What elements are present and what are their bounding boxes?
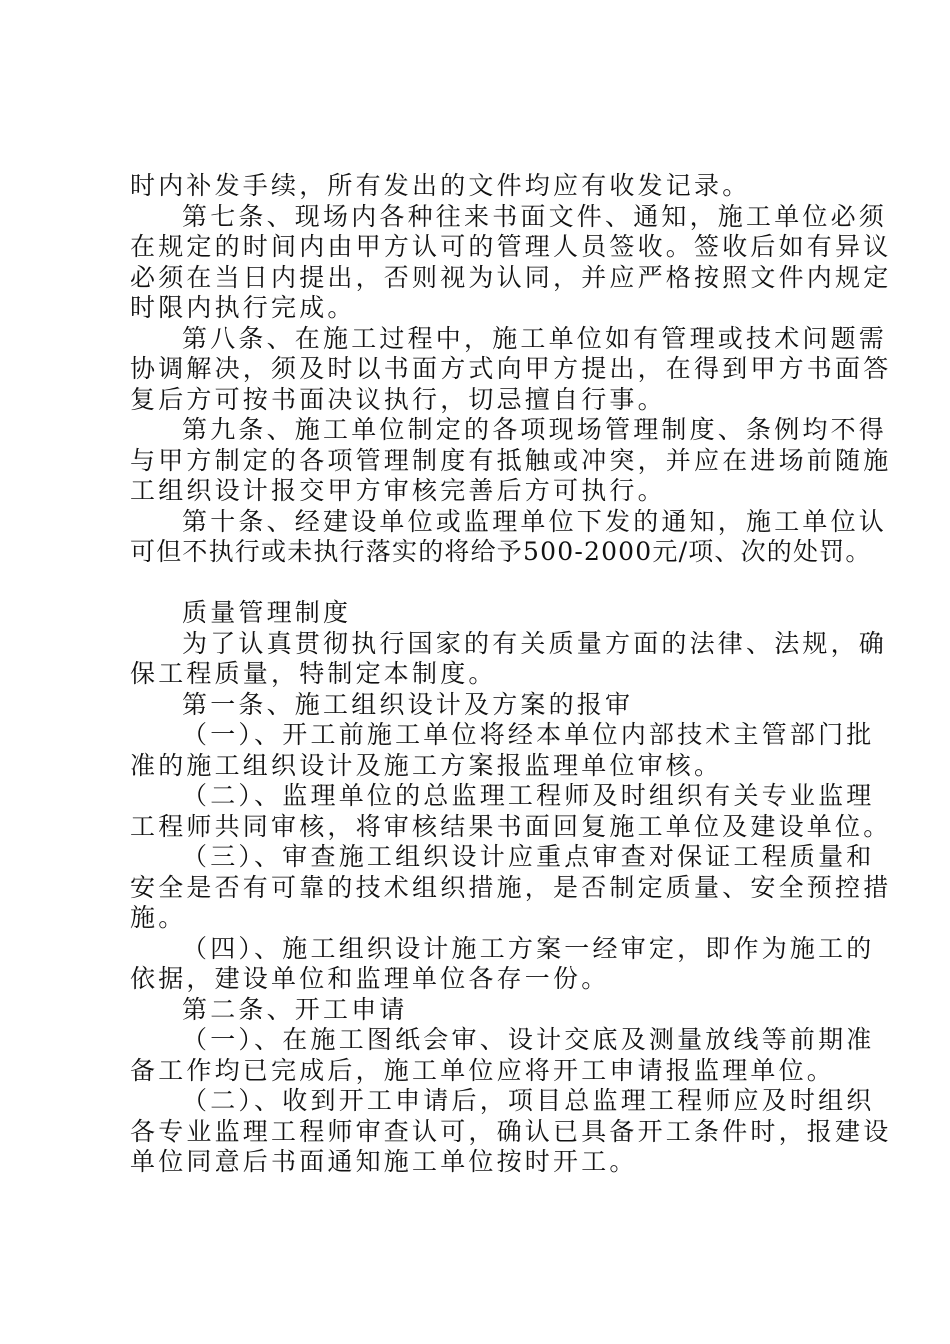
text-line: （一）、开工前施工单位将经本单位内部技术主管部门批 bbox=[182, 720, 875, 749]
text-line: （四）、施工组织设计施工方案一经审定，即作为施工的 bbox=[182, 933, 875, 963]
text-line: 单位同意后书面通知施工单位按时开工。 bbox=[130, 1147, 638, 1176]
text-line: 与甲方制定的各项管理制度有抵触或冲突，并应在进场前随施 bbox=[130, 445, 892, 475]
text-line: 各专业监理工程师审查认可，确认已具备开工条件时，报建设 bbox=[130, 1116, 892, 1146]
text-line: 时限内执行完成。 bbox=[130, 293, 356, 322]
text-line: 协调解决，须及时以书面方式向甲方提出，在得到甲方书面答 bbox=[130, 354, 892, 383]
text-line: 安全是否有可靠的技术组织措施，是否制定质量、安全预控措 bbox=[130, 872, 892, 902]
text-line: （二）、监理单位的总监理工程师及时组织有关专业监理 bbox=[182, 781, 875, 810]
text-line: 第八条、在施工过程中，施工单位如有管理或技术问题需 bbox=[182, 323, 888, 353]
text-line: 第十条、经建设单位或监理单位下发的通知，施工单位认 bbox=[182, 506, 888, 536]
section-heading: 质量管理制度 bbox=[182, 598, 352, 627]
text-line: （一）、在施工图纸会审、设计交底及测量放线等前期准 bbox=[182, 1025, 875, 1054]
text-line: 施。 bbox=[130, 903, 187, 932]
text-line: 第七条、现场内各种往来书面文件、通知，施工单位必须 bbox=[182, 201, 888, 231]
text-line: 保工程质量，特制定本制度。 bbox=[130, 659, 497, 688]
text-line: 为了认真贯彻执行国家的有关质量方面的法律、法规，确 bbox=[182, 628, 888, 658]
text-line: 工组织设计报交甲方审核完善后方可执行。 bbox=[130, 476, 666, 505]
text-line: 可但不执行或未执行落实的将给予500-2000元/项、次的处罚。 bbox=[130, 537, 872, 566]
text-line: 准的施工组织设计及施工方案报监理单位审核。 bbox=[130, 750, 723, 780]
text-line: （二）、收到开工申请后，项目总监理工程师应及时组织 bbox=[182, 1086, 875, 1115]
document-body bbox=[130, 171, 892, 1178]
text-line: 第九条、施工单位制定的各项现场管理制度、条例均不得 bbox=[182, 415, 888, 444]
text-line: 时内补发手续，所有发出的文件均应有收发记录。 bbox=[130, 171, 751, 200]
text-line: 必须在当日内提出，否则视为认同，并应严格按照文件内规定 bbox=[130, 262, 892, 292]
text-line: 备工作均已完成后，施工单位应将开工申请报监理单位。 bbox=[130, 1055, 836, 1085]
text-line: （三）、审查施工组织设计应重点审查对保证工程质量和 bbox=[182, 842, 875, 871]
text-line: 依据，建设单位和监理单位各存一份。 bbox=[130, 964, 610, 993]
text-line: 在规定的时间内由甲方认可的管理人员签收。签收后如有异议 bbox=[130, 232, 892, 261]
text-line: 第一条、施工组织设计及方案的报审 bbox=[182, 689, 634, 719]
text-line: 第二条、开工申请 bbox=[182, 994, 408, 1024]
text-line: 工程师共同审核，将审核结果书面回复施工单位及建设单位。 bbox=[130, 811, 892, 841]
blank-line bbox=[130, 568, 835, 599]
text-line: 复后方可按书面决议执行，切忌擅自行事。 bbox=[130, 384, 666, 414]
